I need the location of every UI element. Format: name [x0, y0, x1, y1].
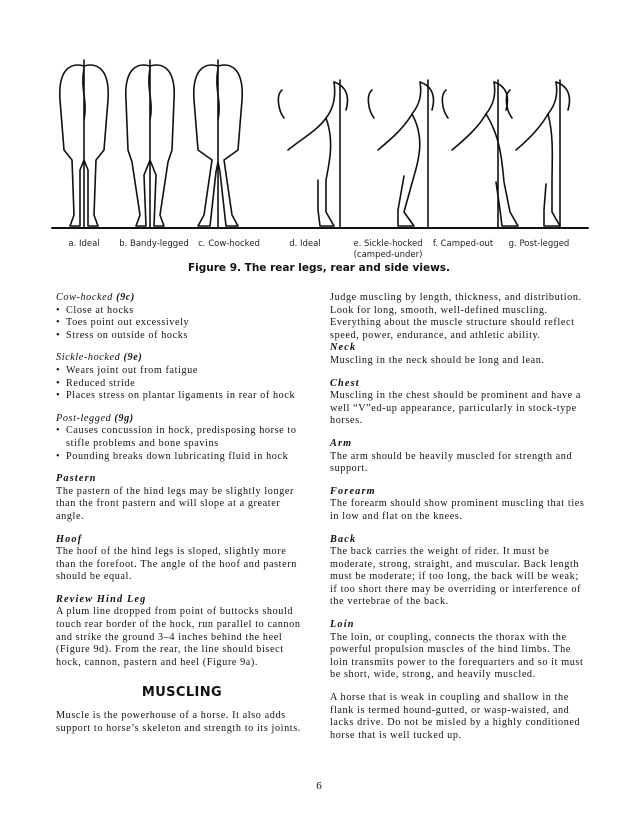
chest-heading: Chest: [330, 377, 360, 389]
side-view-sickle-hocked-drawing: [368, 80, 433, 228]
forearm-heading: Forearm: [330, 485, 376, 497]
review-hind-leg-section: [56, 594, 308, 670]
list-item: • Reduced stride: [56, 378, 308, 391]
forearm-section: [330, 486, 588, 524]
figure-caption: Figure 9. The rear legs, rear and side views.: [187, 262, 451, 274]
hoof-text: The hoof of the hind legs is sloped, slightly more than the forefoot. The angle of the hoof and pastern should be equal.: [56, 546, 297, 583]
list-item: • Causes concussion in hock, predisposing horse to stifle problems and bone spavins: [56, 425, 308, 450]
side-view-post-legged-drawing: [506, 80, 569, 228]
muscling-heading: MUSCLING: [141, 685, 223, 701]
pastern-section: [56, 473, 308, 523]
neck-text: Muscling in the neck should be long and lean.: [330, 354, 545, 366]
cow-hocked-section: [56, 292, 308, 342]
post-legged-ref: (9g): [114, 412, 134, 424]
panel-label-b: b. Bandy-legged: [119, 239, 189, 249]
chest-text: Muscling in the chest should be prominent and have a well “V”ed-up appearance, particularly in stock-type horses.: [330, 390, 582, 427]
list-item: • Pounding breaks down lubricating fluid in hock: [56, 451, 308, 464]
list-item: • Toes point out excessively: [56, 317, 308, 330]
list-item: • Stress on outside of hocks: [56, 330, 308, 343]
rear-view-ideal-drawing: [60, 60, 108, 228]
panel-sublabel-e: (camped-under): [353, 250, 423, 260]
post-legged-section: [56, 413, 308, 463]
hoof-section: [56, 534, 308, 584]
muscling-text: Muscle is the powerhouse of a horse. It also adds support to horse’s skeleton and strength to its joints.: [56, 710, 301, 734]
list-item: • Wears joint out from fatigue: [56, 365, 308, 378]
neck-section: [330, 342, 588, 367]
sickle-hocked-title-text: Sickle-hocked: [56, 352, 121, 364]
loin-section: [330, 619, 588, 682]
loin-text: The loin, or coupling, connects the thorax with the powerful propulsion muscles of the hind limbs. The loin transmits power to the forequarters and so it must be short, wide, strong, and heavily muscled.: [330, 631, 584, 681]
review-hind-leg-heading: Review Hind Leg: [56, 593, 147, 605]
panel-label-f: f. Camped-out: [432, 239, 494, 249]
panel-label-e: e. Sickle-hocked: [353, 239, 423, 249]
muscling-intro-text: Judge muscling by length, thickness, and distribution. Look for long, smooth, well-defined muscling. Everything about the muscle structure should reflect speed, power, endurance, and athletic ability.: [330, 292, 582, 341]
panel-label-c: c. Cow-hocked: [198, 239, 260, 249]
pastern-heading: Pastern: [56, 473, 97, 485]
page-number: 6: [316, 780, 322, 792]
arm-text: The arm should be heavily muscled for strength and support.: [330, 450, 573, 475]
list-item: • Places stress on plantar ligaments in rear of hock: [56, 390, 308, 403]
back-text: The back carries the weight of rider. It must be moderate, strong, straight, and muscular. Back length must be moderate; if too long, the back will be weak; if too short there may be overriding or interference of the vertebrae of the back.: [330, 546, 582, 608]
sickle-hocked-section: [56, 352, 308, 402]
cow-hocked-title: [56, 292, 308, 305]
cow-hocked-ref: (9c): [116, 292, 135, 303]
panel-label-g: g. Post-legged: [508, 239, 570, 249]
sickle-hocked-ref: (9e): [123, 352, 143, 364]
panel-label-a: a. Ideal: [68, 239, 100, 249]
panel-label-d: d. Ideal: [289, 239, 321, 249]
loin-heading: Loin: [330, 619, 355, 631]
list-item: • Close at hocks: [56, 305, 308, 318]
rear-legs-illustration: [0, 0, 638, 260]
sickle-hocked-title: [56, 352, 308, 365]
back-heading: Back: [330, 533, 357, 545]
right-column: [330, 292, 588, 742]
arm-section: [330, 438, 588, 476]
pastern-text: The pastern of the hind legs may be slightly longer than the front pastern and will slope at a greater angle.: [56, 485, 294, 522]
rear-view-cow-hocked-drawing: [194, 60, 242, 228]
closing-text: A horse that is weak in coupling and shallow in the flank is termed hound-gutted, or wasp-waisted, and lacks drive. Do not be misled by a highly conditioned horse that is well tucked up.: [330, 692, 581, 741]
post-legged-title: [56, 413, 308, 426]
side-view-ideal-drawing: [278, 80, 347, 228]
hoof-heading: Hoof: [56, 533, 83, 545]
left-column: [56, 292, 308, 735]
rear-view-bandy-legged-drawing: [126, 60, 174, 228]
cow-hocked-title-text: Cow-hocked: [56, 292, 113, 303]
back-section: [330, 534, 588, 610]
chest-section: [330, 378, 588, 428]
post-legged-title-text: Post-legged: [56, 412, 112, 424]
figure-9: [0, 0, 638, 290]
review-hind-leg-text: A plum line dropped from point of buttocks should touch rear border of the hock, run parallel to cannon and strike the ground 3–4 inches behind the heel (Figure 9d). From the rear, the line should bisect hock, cannon, pastern and heel (Figure 9a).: [56, 606, 301, 668]
neck-heading: Neck: [330, 342, 357, 354]
arm-heading: Arm: [330, 437, 353, 449]
forearm-text: The forearm should show prominent muscling that ties in low and flat on the knees.: [330, 498, 585, 522]
